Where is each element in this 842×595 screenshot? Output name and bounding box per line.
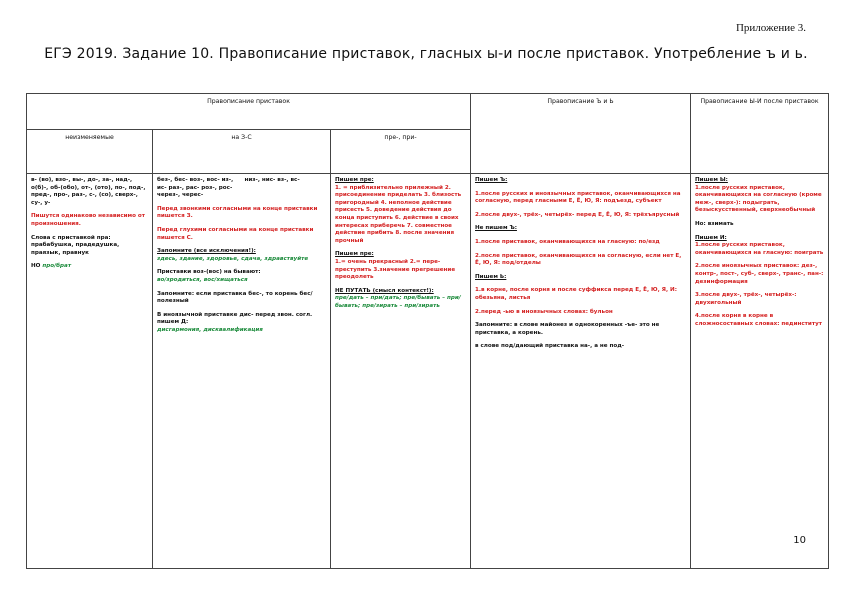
pre-heading: Пишем пре: (335, 251, 374, 258)
but-label: НО (31, 263, 41, 270)
pra-sample: Слова с приставкой пра: прабабушка, прадедушка, праязык, правнук (31, 234, 120, 256)
unchanged-list: в- (во), взо-, вы-, до-, за-, над-, о(б)-, об-(обо), от-, (ото), по-, под-, пред-, про-, раз-, с-, (со), сверх-, су-, у- (31, 177, 146, 206)
header-unchanged: неизменяемые (27, 130, 153, 174)
page-number: 10 (793, 535, 806, 546)
soft-sign-rule-2: 2.перед -ью в иноязычных словах: бульон (475, 308, 613, 315)
y-rule-1: 1.после русских приставок, оканчивающихся на согласную (кроме меж-, сверх-): подыграть, безыскусственный, сверхнеобычный (695, 184, 822, 214)
y-heading: Пишем Ы: (695, 177, 728, 183)
i-rule-4: 4.после корня в корне в сложносоставных словах: пединститут (695, 313, 822, 327)
no-hard-sign-heading: Не пишем Ъ: (475, 225, 517, 232)
cell-unchanged (27, 174, 153, 569)
header-prefixes: Правописание приставок (27, 94, 471, 130)
hard-sign-rule-2: 2.после двух-, трёх-, четырёх- перед Е, Ё, Ю, Я: трёхъярусный (475, 211, 680, 218)
pri-items: 1. = приблизительно прилежный 2. присоединение приделать 3. близость пригородный 4. неполное действие присесть 5. доведение действия до конца приступить 6. действие в своих интересах приберечь 7. совместное действие прибить 8. после значения прочный (335, 184, 462, 244)
soft-sign-rule-1: 1.в корне, после корня и после суффикса перед Е, Ё, Ю, Я, И: обезьяна, листья (475, 287, 677, 301)
cell-signs (471, 174, 691, 569)
zs-note-2: Запомните: если приставка бес-, то корень бес/полезный (157, 290, 313, 305)
cell-zs (153, 174, 331, 569)
signs-remember: Запомните: в слове майонез и однокоренных -ъе- это не приставка, а корень. (475, 322, 660, 336)
zs-examples-2: во/зродиться, вос/хищаться (157, 276, 248, 283)
hard-sign-rule-1: 1.после русских и иноязычных приставок, оканчивающихся на согласную, перед гласными Е, Ё, Ю, Я: подъезд, субъект (475, 190, 681, 205)
header-zs: на З-С (153, 130, 331, 174)
pre-items: 1.= очень прекрасный 2.= пере- преступить 3.значение прегрешение преодолеть (335, 258, 456, 281)
zs-note-3: В иноязычной приставке дис- перед звон. согл. пишем Д: (157, 311, 313, 326)
unchanged-rule: Пишутся одинаково независимо от произношения. (31, 213, 145, 227)
soft-sign-heading: Пишем Ь: (475, 273, 507, 280)
appendix-label: Приложение 3. (735, 22, 806, 34)
no-hard-sign-rule-1: 1.после приставок, оканчивающихся на гласную: по/езд (475, 238, 660, 245)
confuse-pairs: пре/дать – при/дать; пре/бывать – при/бывать; пре/зирать – при/зирать (335, 295, 461, 309)
confuse-heading: НЕ ПУТАТЬ (смысл контекст!): (335, 287, 434, 294)
zs-remember: Запомните (все исключения!): (157, 248, 256, 255)
rules-table (26, 93, 829, 569)
i-rule-3: 3.после двух-, трёх-, четырёх-: двухигольный (695, 292, 797, 306)
page-title: ЕГЭ 2019. Задание 10. Правописание приставок, гласных ы-и после приставок. Употребление ъ и ь. (44, 46, 808, 62)
zs-examples-3: дисгармония, дисквалификация (157, 326, 263, 333)
zs-examples-1: здесь, здание, здоровье, сдача, здравствуйте (157, 255, 309, 262)
i-rule-2: 2.после иноязычных приставок: дез-, контр-, пост-, суб-, сверх-, транс-, пан-: дезинформация (695, 263, 824, 285)
zs-rule-voiceless: Перед глухими согласными на конце приставки пишется С. (157, 226, 314, 241)
zs-pairs-right: низ-, нис- вз-, вс- (244, 177, 300, 183)
header-yi: Правописание Ы-И после приставок (691, 94, 829, 174)
zs-rule-voiced: Перед звонкими согласными на конце приставки пишется З. (157, 205, 318, 220)
header-prepri: пре-, при- (331, 130, 471, 174)
cell-yi (691, 174, 829, 569)
i-heading: Пишем И: (695, 234, 727, 241)
zs-note-1: Приставки воз-(вос) на бывают: (157, 269, 261, 276)
no-hard-sign-rule-2: 2.после приставок, оканчивающихся на согласную, если нет Е, Ё, Ю, Я: под/отделы (475, 252, 682, 267)
zs-pairs-left: без-, бес- воз-, вос- из-, ис- раз-, рас- роз-, рос- через-, черес- (157, 177, 234, 199)
pri-heading: Пишем пре: (335, 177, 374, 183)
but-example: про/брат (42, 263, 72, 270)
signs-tail: в слове под/дающий приставка на-, а не под- (475, 343, 625, 350)
header-signs: Правописание Ъ и Ь (471, 94, 691, 174)
hard-sign-heading: Пишем Ъ: (475, 177, 508, 183)
y-exception: Но: взимать (695, 220, 734, 227)
cell-prepri (331, 174, 471, 569)
i-rule-1: 1.после русских приставок, оканчивающихся на гласную: поиграть (695, 242, 824, 256)
